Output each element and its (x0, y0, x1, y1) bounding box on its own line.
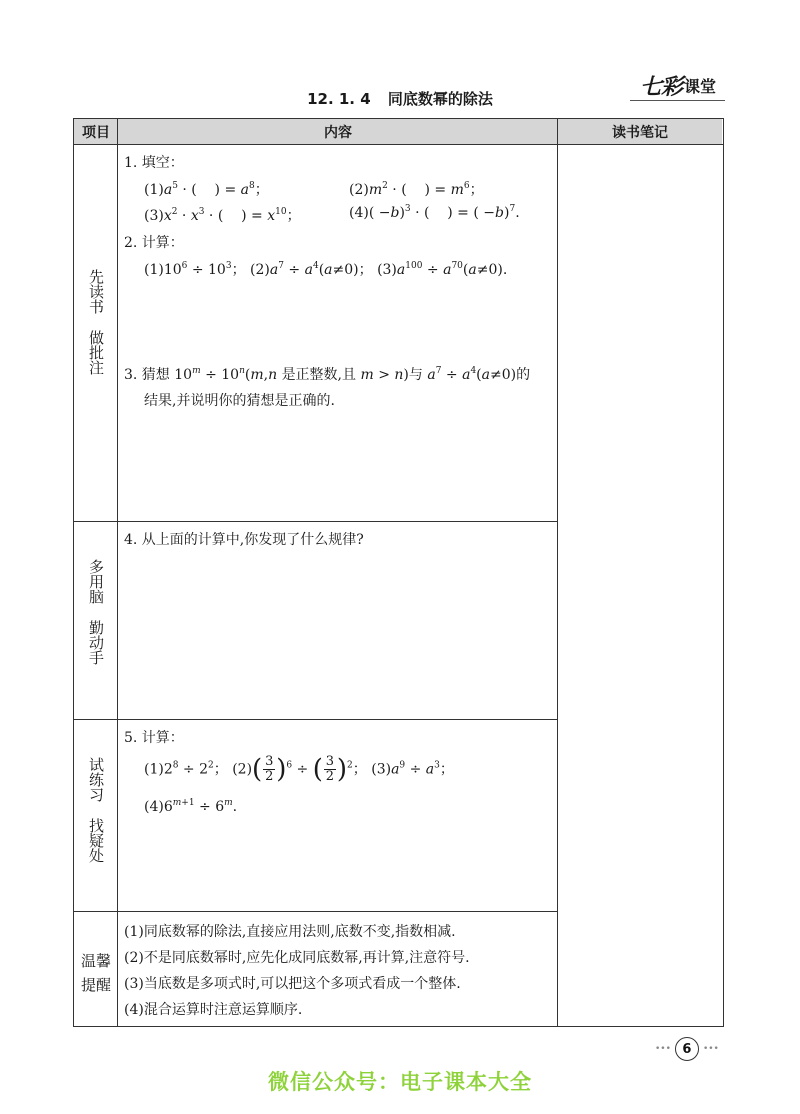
tip-2: (2)不是同底数幂时,应先化成同底数幂,再计算,注意符号. (124, 950, 470, 966)
study-table (73, 118, 724, 1027)
q1-item-3: $(3)x^2 \cdot x^3$ · ( ) = $x^{10}$； (144, 207, 301, 224)
label-top: 多用脑 (87, 559, 105, 604)
q3-text-d: 的 (516, 367, 531, 383)
header-content: 内容 (118, 119, 558, 144)
question-3-line1: 3. 猜想 $10^m \div 10^n(m,n$ 是正整数,且 m > n)与 $a^7 \div a^4(a\ne 0)$的 (124, 366, 531, 383)
label-top: 先读书 (87, 269, 105, 314)
header-item: 项目 (74, 119, 118, 144)
divider (557, 119, 558, 1026)
question-1-head: 1. 填空： (124, 155, 184, 171)
q5-items-row1: $(1)2^8 \div 2^2$； (2)( $\frac{3}{2}$ )$^6$ ÷ ( $\frac{3}{2}$ )$^2$； $(3)a^9 \div a^3$； (144, 754, 454, 785)
section-label-practice (74, 757, 118, 863)
label-bottom: 提醒 (80, 976, 111, 994)
q3-text-a: 3. 猜想 (124, 367, 170, 383)
label-top: 试练习 (87, 757, 105, 802)
q3-text-c: 与 (408, 367, 423, 383)
question-2-head: 2. 计算： (124, 235, 184, 251)
question-4: 4. 从上面的计算中,你发现了什么规律? (124, 532, 364, 548)
label-bottom: 找疑处 (87, 818, 105, 863)
q2-items: $(1)10^6 \div 10^3$； $(2)a^7 \div a^4(a\ne 0)$； $(3)a^{100} \div a^{70}(a\ne 0)$. (144, 261, 508, 278)
label-top: 温馨 (80, 952, 111, 970)
q1-item-1: $(1)a^5$ · ( ) = $a^8$； (144, 181, 269, 198)
footer-watermark: 微信公众号：电子课本大全 (268, 1070, 532, 1094)
page-number-badge (655, 1039, 719, 1059)
brand-text: 课堂 (684, 77, 717, 96)
q5-items-row2: $(4)6^{m+1} \div 6^m$. (144, 798, 238, 815)
tip-1: (1)同底数幂的除法,直接应用法则,底数不变,指数相减. (124, 924, 456, 940)
dots-left-icon: ••• (655, 1044, 671, 1054)
q3-text-b: 是正整数,且 (281, 367, 357, 383)
page-number: 6 (675, 1037, 699, 1061)
dots-right-icon: ••• (702, 1044, 719, 1054)
question-3-line2: 结果,并说明你的猜想是正确的. (144, 393, 335, 409)
tip-3: (3)当底数是多项式时,可以把这个多项式看成一个整体. (124, 976, 461, 992)
section-title: 同底数幂的除法 (387, 90, 493, 108)
section-label-think (74, 559, 118, 665)
tip-4: (4)混合运算时注意运算顺序. (124, 1002, 303, 1018)
page-title (0, 88, 800, 109)
section-number: 12. 1. 4 (307, 90, 371, 108)
label-bottom: 做批注 (87, 330, 105, 375)
divider (74, 719, 558, 720)
divider (74, 911, 558, 912)
brand-mark: 七彩 (640, 74, 683, 100)
q1-item-2: $(2)m^2$ · ( ) = $m^6$； (349, 181, 484, 198)
divider (74, 521, 558, 522)
q1-item-4: $(4)( -b)^3$ · ( ) = ( −b)$^7$. (349, 204, 520, 221)
question-5-head: 5. 计算： (124, 730, 184, 746)
section-label-read (74, 269, 118, 375)
header-notes: 读书笔记 (558, 119, 722, 144)
label-bottom: 勤动手 (87, 620, 105, 665)
divider (74, 144, 723, 145)
section-label-tips (74, 949, 118, 997)
